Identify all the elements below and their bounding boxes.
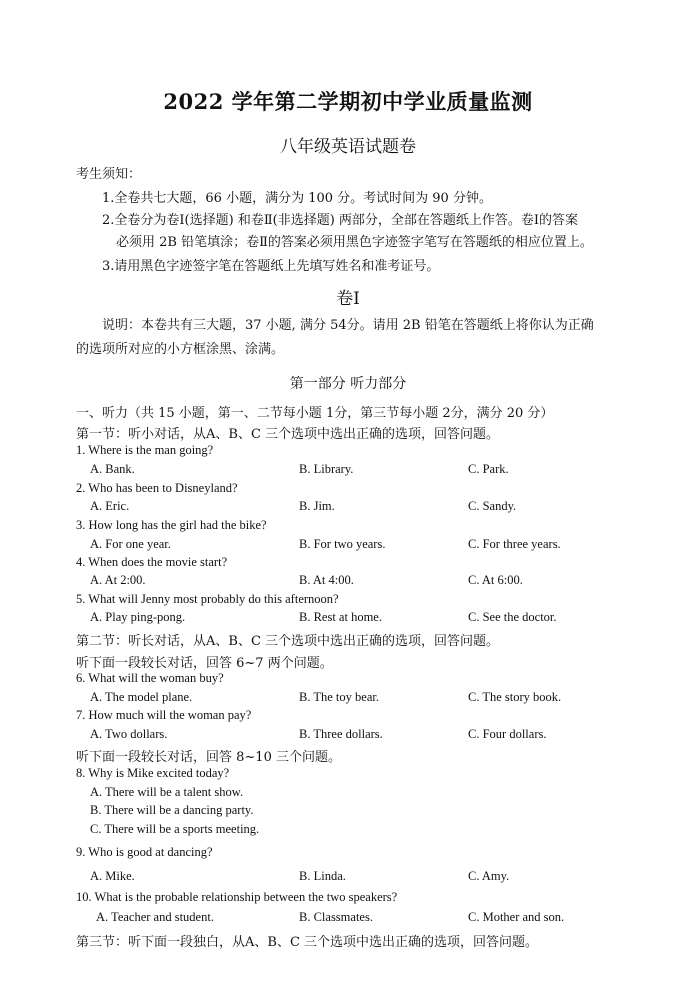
- q4-option-b: B. At 4:00.: [299, 573, 354, 587]
- question-9: 9. Who is good at dancing?: [76, 845, 213, 859]
- q2-option-b: B. Jim.: [299, 499, 335, 513]
- q3-option-c: C. For three years.: [468, 537, 561, 551]
- q10-option-b: B. Classmates.: [299, 910, 373, 924]
- section-1-instructions: 第一节：听小对话，从A、B、C 三个选项中选出正确的选项，回答问题。: [76, 427, 500, 442]
- notice-item-3: 3.请用黑色字迹签字笔在答题纸上先填写姓名和准考证号。: [102, 259, 440, 274]
- q7-option-a: A. Two dollars.: [90, 727, 168, 741]
- q7-option-b: B. Three dollars.: [299, 727, 383, 741]
- part-title: 第一部分 听力部分: [289, 376, 407, 392]
- notice-item-2-cont: 必须用 2B 铅笔填涂；卷Ⅱ的答案必须用黑色字迹签字笔写在答题纸的相应位置上。: [116, 235, 593, 250]
- q5-option-b: B. Rest at home.: [299, 610, 382, 624]
- q5-option-c: C. See the doctor.: [468, 610, 557, 624]
- q9-option-c: C. Amy.: [468, 869, 510, 883]
- q6-option-c: C. The story book.: [468, 690, 562, 704]
- q9-option-a: A. Mike.: [90, 869, 135, 883]
- q1-option-a: A. Bank.: [90, 462, 135, 476]
- q7-option-c: C. Four dollars.: [468, 727, 547, 741]
- question-7: 7. How much will the woman pay?: [76, 708, 252, 722]
- q8-option-a: A. There will be a talent show.: [90, 785, 244, 799]
- q8-option-b: B. There will be a dancing party.: [90, 803, 254, 817]
- section-3-instructions: 第三节：听下面一段独白，从A、B、C 三个选项中选出正确的选项，回答问题。: [76, 935, 539, 950]
- question-10: 10. What is the probable relationship between the two speakers?: [76, 890, 398, 904]
- q6-option-a: A. The model plane.: [90, 690, 193, 704]
- question-5: 5. What will Jenny most probably do this afternoon?: [76, 592, 339, 606]
- q3-option-a: A. For one year.: [90, 537, 171, 551]
- q9-option-b: B. Linda.: [299, 869, 346, 883]
- question-2: 2. Who has been to Disneyland?: [76, 481, 238, 495]
- notice-item-1: 1.全卷共七大题，66 小题，满分为 100 分。考试时间为 90 分钟。: [102, 191, 492, 206]
- question-8: 8. Why is Mike excited today?: [76, 766, 230, 780]
- volume-note-line1: 说明：本卷共有三大题，37 小题, 满分 54分。请用 2B 铅笔在答题纸上将你认为正确: [102, 318, 594, 333]
- q4-option-a: A. At 2:00.: [90, 573, 146, 587]
- q10-option-a: A. Teacher and student.: [96, 910, 214, 924]
- question-4: 4. When does the movie start?: [76, 555, 228, 569]
- notice-heading: 考生须知：: [76, 167, 142, 182]
- q2-option-c: C. Sandy.: [468, 499, 517, 513]
- intro-q6-7: 听下面一段较长对话，回答 6~7 两个问题。: [76, 656, 333, 671]
- question-3: 3. How long has the girl had the bike?: [76, 518, 267, 532]
- exam-title: 2022 学年第二学期初中学业质量监测: [163, 89, 533, 114]
- q5-option-a: A. Play ping-pong.: [90, 610, 186, 624]
- notice-item-2: 2.全卷分为卷Ⅰ(选择题) 和卷Ⅱ(非选择题) 两部分，全部在答题纸上作答。卷Ⅰ的答案: [102, 213, 579, 228]
- exam-subtitle: 八年级英语试题卷: [280, 137, 416, 157]
- question-6: 6. What will the woman buy?: [76, 671, 224, 685]
- q1-option-c: C. Park.: [468, 462, 509, 476]
- q1-option-b: B. Library.: [299, 462, 354, 476]
- q4-option-c: C. At 6:00.: [468, 573, 523, 587]
- volume-label: 卷Ⅰ: [336, 289, 360, 309]
- q2-option-a: A. Eric.: [90, 499, 130, 513]
- listening-heading: 一、听力（共 15 小题，第一、二节每小题 1分，第三节每小题 2分，满分 20 分）: [76, 406, 554, 421]
- q10-option-c: C. Mother and son.: [468, 910, 565, 924]
- q6-option-b: B. The toy bear.: [299, 690, 379, 704]
- question-1: 1. Where is the man going?: [76, 443, 214, 457]
- q3-option-b: B. For two years.: [299, 537, 386, 551]
- volume-note-line2: 的选项所对应的小方框涂黑、涂满。: [76, 342, 285, 357]
- q8-option-c: C. There will be a sports meeting.: [90, 822, 260, 836]
- section-2-instructions: 第二节：听长对话，从A、B、C 三个选项中选出正确的选项，回答问题。: [76, 634, 500, 649]
- intro-q8-10: 听下面一段较长对话，回答 8~10 三个问题。: [76, 750, 341, 765]
